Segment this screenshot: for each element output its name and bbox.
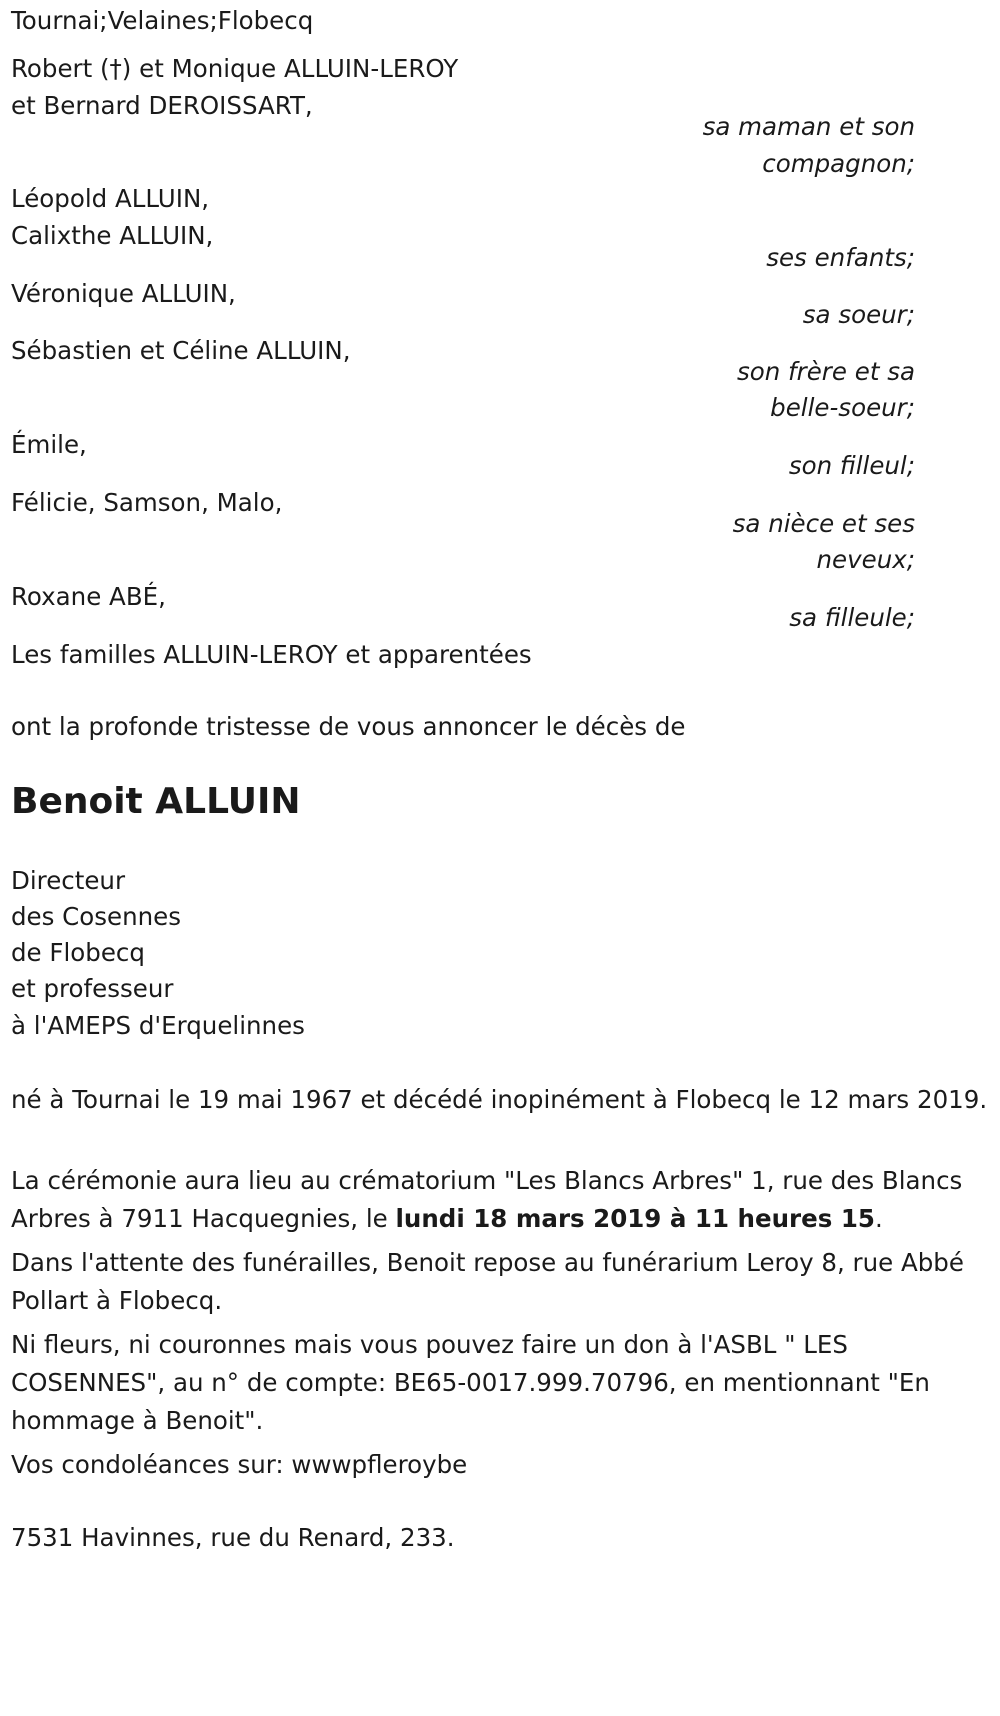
children-role: ses enfants; (766, 243, 915, 272)
brother-name: Sébastien et Céline ALLUIN, (11, 336, 351, 365)
parents-role-line-1: sa maman et son (702, 112, 915, 141)
parents-line-1: Robert (†) et Monique ALLUIN-LEROY (11, 54, 459, 83)
nephews-role-line-2: neveux; (816, 545, 915, 574)
godson-role: son filleul; (788, 451, 915, 480)
families-line: Les familles ALLUIN-LEROY et apparentées (11, 640, 532, 669)
condolences-line: Vos condoléances sur: wwwpfleroybe (11, 1450, 468, 1479)
ceremony-date: lundi 18 mars 2019 à 11 heures 15 (395, 1204, 875, 1233)
nephews-names: Félicie, Samson, Malo, (11, 488, 283, 517)
parents-role-line-2: compagnon; (762, 149, 915, 178)
nephews-role-line-1: sa nièce et ses (732, 509, 915, 538)
sister-role: sa soeur; (802, 300, 915, 329)
rest-paragraph: Dans l'attente des funérailles, Benoit repose au funérarium Leroy 8, rue Abbé Pollart à Flobecq. (11, 1248, 964, 1315)
address-line: 7531 Havinnes, rue du Renard, 233. (11, 1523, 455, 1552)
donation-paragraph: Ni fleurs, ni couronnes mais vous pouvez faire un don à l'ASBL " LES COSENNES", au n° de compte: BE65-0017.999.70796, en mentionnant "En hommage à Benoit". (11, 1330, 930, 1435)
deceased-title-1: Directeur (11, 866, 126, 895)
goddaughter-role: sa filleule; (789, 603, 915, 632)
birth-death-paragraph: né à Tournai le 19 mai 1967 et décédé inopinément à Flobecq le 12 mars 2019. (11, 1085, 988, 1114)
announcement: ont la profonde tristesse de vous annoncer le décès de (11, 712, 686, 741)
child-1: Léopold ALLUIN, (11, 184, 210, 213)
godson-name: Émile, (11, 430, 87, 459)
brother-role-line-1: son frère et sa (736, 357, 915, 386)
ceremony-paragraph (11, 1162, 991, 1238)
brother-role-line-2: belle-soeur; (770, 393, 915, 422)
child-2: Calixthe ALLUIN, (11, 221, 214, 250)
deceased-title-3: de Flobecq (11, 938, 145, 967)
deceased-name: Benoit ALLUIN (11, 781, 301, 822)
ceremony-end: . (874, 1204, 883, 1233)
sister-name: Véronique ALLUIN, (11, 279, 236, 308)
deceased-title-5: à l'AMEPS d'Erquelinnes (11, 1011, 305, 1040)
deceased-title-2: des Cosennes (11, 902, 182, 931)
goddaughter-name: Roxane ABÉ, (11, 582, 166, 611)
parents-line-2: et Bernard DEROISSART, (11, 91, 313, 120)
deceased-title-4: et professeur (11, 974, 174, 1003)
location-header: Tournai;Velaines;Flobecq (11, 6, 314, 35)
ceremony-text: La cérémonie aura lieu au crématorium "Les Blancs Arbres" 1, rue des Blancs Arbres à 7911 Hacquegnies, le (11, 1166, 963, 1233)
